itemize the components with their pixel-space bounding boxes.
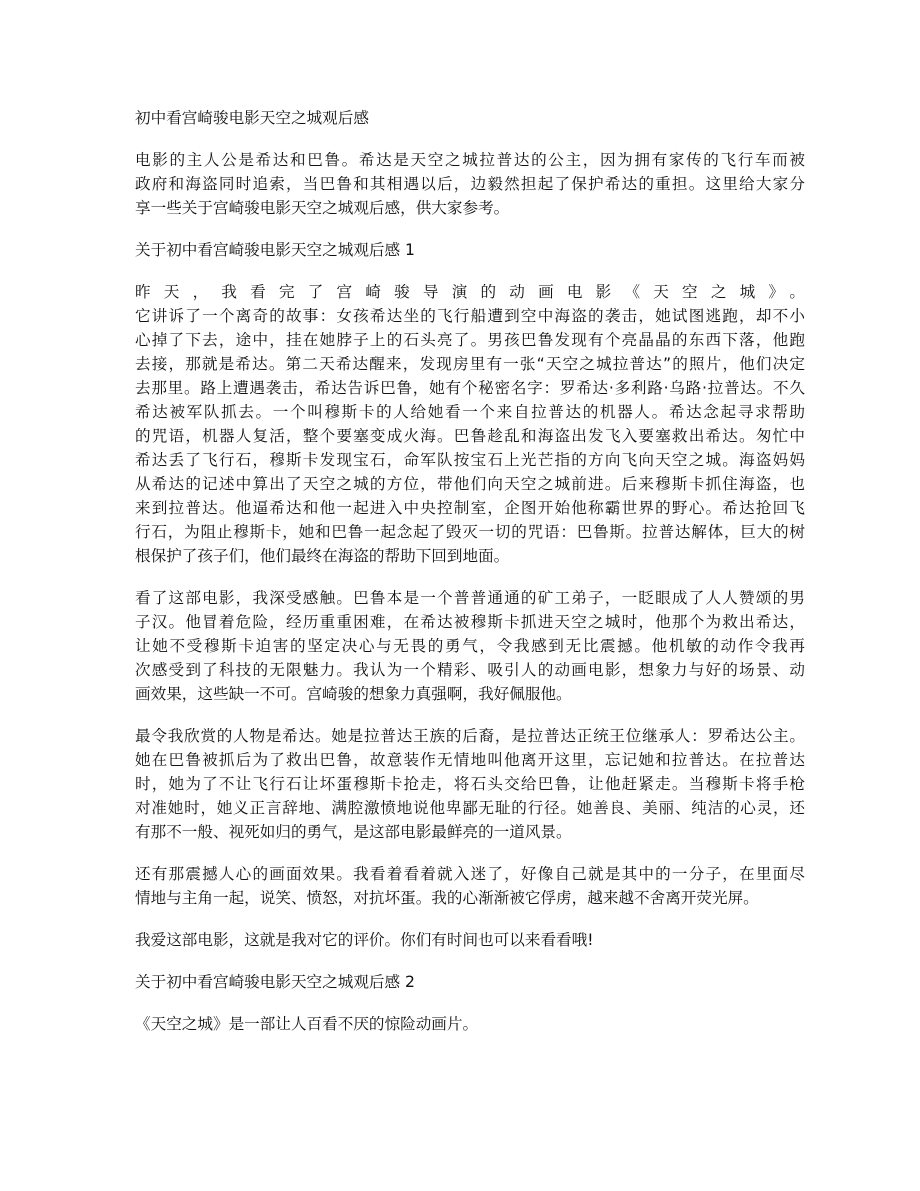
text-line: 她在巴鲁被抓后为了救出巴鲁，故意装作无情地叫他离开这里，忘记她和拉普达。在拉普达 [135,751,805,769]
text-line: 去那里。路上遭遇袭击，希达告诉巴鲁，她有个秘密名字：罗希达·多利路·乌路·拉普达。不久 [135,379,805,397]
title-text: 初中看宫崎骏电影天空之城观后感 [135,109,369,127]
paragraph-effects [135,862,805,910]
text-line: 有那不一般、视死如归的勇气，是这部电影最鲜亮的一道风景。 [135,823,572,841]
section-heading-2 [135,970,805,994]
text-line: 最令我欣赏的人物是希达。她是拉普达王族的后裔，是拉普达正统王位继承人：罗希达公主。 [135,727,805,745]
text-line: 还有那震撼人心的画面效果。我看着看着就入迷了，好像自己就是其中的一分子，在里面尽 [135,865,805,883]
text-line: 电影的主人公是希达和巴鲁。希达是天空之城拉普达的公主，因为拥有家传的飞行车而被 [135,151,805,169]
document-page [135,106,805,1054]
text-line: 我爱这部电影，这就是我对它的评价。你们有时间也可以来看看哦! [135,931,594,949]
text-line: 次感受到了科技的无限魅力。我认为一个精彩、吸引人的动画电影，想象力与好的场景、动 [135,661,805,679]
text-line: 画效果，这些缺一不可。宫崎骏的想象力真强啊，我好佩服他。 [135,685,572,703]
text-line: 去接，那就是希达。第二天希达醒来，发现房里有一张“天空之城拉普达”的照片，他们决定 [135,355,805,373]
text-line: 时，她为了不让飞行石让坏蛋穆斯卡抢走，将石头交给巴鲁，让他赶紧走。当穆斯卡将手枪 [135,775,805,793]
text-line: 希达被军队抓去。一个叫穆斯卡的人给她看一个来自拉普达的机器人。希达念起寻求帮助 [135,403,805,421]
text-line: 让她不受穆斯卡迫害的坚定决心与无畏的勇气，令我感到无比震撼。他机敏的动作令我再 [135,637,805,655]
text-line: 政府和海盗同时追索，当巴鲁和其相遇以后，边毅然担起了保护希达的重担。这里给大家分 [135,175,805,193]
text-line: 从希达的记述中算出了天空之城的方位，带他们向天空之城前进。后来穆斯卡抓住海盗，也 [135,475,805,493]
text-line: 它讲诉了一个离奇的故事：女孩希达坐的飞行船遭到空中海盗的袭击，她试图逃跑，却不小 [135,307,805,325]
text-line: 子汉。他冒着危险，经历重重困难，在希达被穆斯卡抓进天空之城时，他那个为救出希达， [135,613,805,631]
paragraph-conclusion [135,928,805,952]
paragraph-intro-2 [135,1012,805,1036]
paragraph-sheeta [135,724,805,844]
paragraph-plot [135,280,805,568]
text-line: 心掉了下去，途中，挂在她脖子上的石头亮了。男孩巴鲁发现有个亮晶晶的东西下落，他跑 [135,331,805,349]
text-line: 来到拉普达。他逼希达和他一起进入中央控制室，企图开始他称霸世界的野心。希达抢回飞 [135,499,805,517]
text-line: 享一些关于宫崎骏电影天空之城观后感，供大家参考。 [135,199,510,217]
text-line: 情地与主角一起，说笑、愤怒，对抗坏蛋。我的心渐渐被它俘虏，越来越不舍离开荧光屏。 [135,889,759,907]
text-line: 昨天，我看完了宫崎骏导演的动画电影《天空之城》。 [135,283,805,301]
heading-text: 关于初中看宫崎骏电影天空之城观后感 2 [135,973,415,991]
text-line: 对准她时，她义正言辞地、满腔激愤地说他卑鄙无耻的行径。她善良、美丽、纯洁的心灵，还 [135,799,805,817]
text-line: 根保护了孩子们，他们最终在海盗的帮助下回到地面。 [135,547,510,565]
heading-text: 关于初中看宫崎骏电影天空之城观后感 1 [135,241,415,259]
text-line: 《天空之城》是一部让人百看不厌的惊险动画片。 [135,1015,479,1033]
intro-paragraph [135,148,805,220]
section-heading-1 [135,238,805,262]
text-line: 希达丢了飞行石，穆斯卡发现宝石，命军队按宝石上光芒指的方向飞向天空之城。海盗妈妈 [135,451,805,469]
text-line: 看了这部电影，我深受感触。巴鲁本是一个普普通通的矿工弟子，一眨眼成了人人赞颂的男 [135,589,805,607]
text-line: 的咒语，机器人复活，整个要塞变成火海。巴鲁趁乱和海盗出发飞入要塞救出希达。匆忙中 [135,427,805,445]
paragraph-baru [135,586,805,706]
text-line: 行石，为阻止穆斯卡，她和巴鲁一起念起了毁灭一切的咒语：巴鲁斯。拉普达解体，巨大的树 [135,523,805,541]
document-title [135,106,805,130]
